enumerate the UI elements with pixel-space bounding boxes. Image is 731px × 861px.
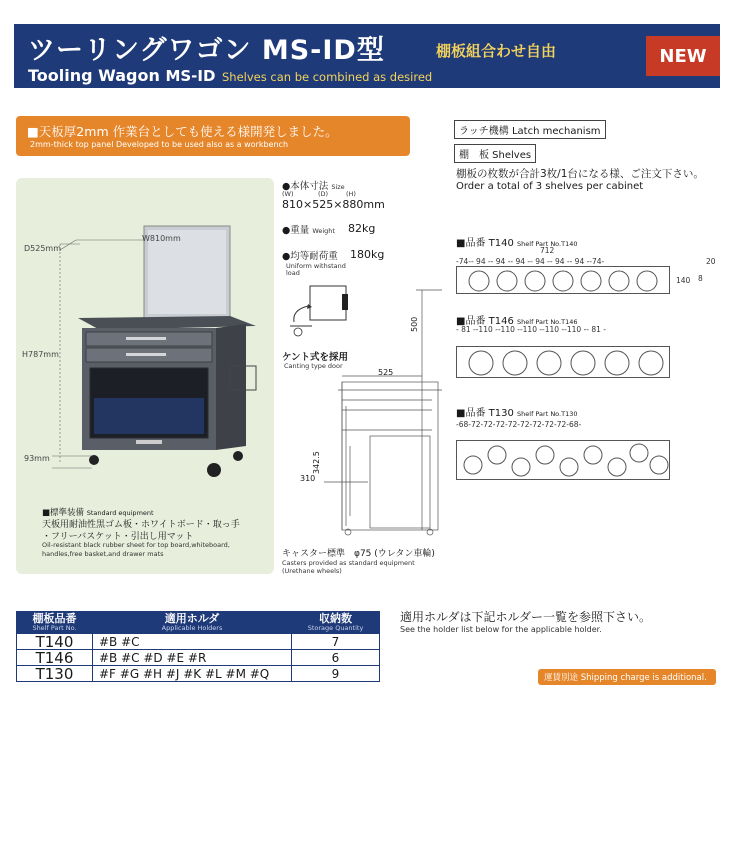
title-en-model: MS-ID — [165, 67, 216, 85]
order-note-jp: 棚板の枚数が合計3枚/1台になる様、ご注文下さい。 — [456, 168, 704, 180]
caster-label-en-line2: (Urethane wheels) — [282, 567, 342, 575]
shelf-t146-spacing: - 81 --110 --110 --110 --110 --110 -- 81 - — [456, 325, 607, 334]
th-holders-en: Applicable Holders — [161, 624, 223, 632]
shipping-badge: 運賃別途 Shipping charge is additional. — [538, 669, 716, 685]
shelf-t140-plate — [456, 266, 670, 294]
shelf-t146-code: ■品番 T146 — [456, 316, 514, 327]
order-note-en: Order a total of 3 shelves per cabinet — [456, 181, 644, 192]
title-en-main: Tooling Wagon — [28, 66, 166, 85]
shelves-label: 棚 板 Shelves — [454, 144, 536, 163]
cell-qty: 6 — [292, 650, 380, 666]
table-row — [17, 666, 380, 682]
new-badge: NEW — [646, 36, 720, 76]
base-dimension: 93mm — [24, 454, 50, 463]
cell-code: T146 — [17, 650, 93, 666]
equipment-en-line2: handles,free basket,and drawer mats — [42, 550, 164, 558]
drawing-dim-525: 525 — [378, 368, 394, 377]
load-en-line2: load — [286, 269, 300, 277]
shelf-t130-title — [456, 404, 578, 419]
size-d-label: (D) — [318, 190, 329, 198]
cell-qty: 7 — [292, 634, 380, 650]
banner-text-en: 2mm-thick top panel Developed to be used also as a workbench — [30, 140, 289, 149]
th-part-en: Shelf Part No. — [32, 624, 77, 632]
equipment-title-en: Standard equipment — [86, 509, 154, 517]
shelf-t130-plate — [456, 440, 670, 480]
drawing-dim-500: 500 — [410, 316, 419, 332]
shelf-t140-dim-8: 8 — [698, 274, 703, 283]
subtitle-jp: 棚板組合わせ自由 — [436, 42, 557, 60]
caster-label-en-line1: Casters provided as standard equipment — [282, 559, 415, 567]
shelf-t146-plate — [456, 346, 670, 378]
shelf-t140-holes — [457, 267, 671, 295]
weight-title — [282, 222, 335, 236]
latch-mechanism-label: ラッチ機構 Latch mechanism — [454, 120, 606, 139]
caster-label-jp: キャスター標準 φ75 (ウレタン車輪) — [282, 549, 435, 559]
height-dimension: H787mm — [22, 350, 59, 359]
equipment-en-line1: Oil-resistant black rubber sheet for top board,whiteboard, — [42, 541, 230, 549]
th-holders-jp: 適用ホルダ — [164, 612, 220, 625]
size-h-label: (H) — [346, 190, 356, 198]
holder-note-jp: 適用ホルダは下記ホルダー一覧を参照下さい。 — [400, 610, 652, 624]
cell-holders: #F #G #H #J #K #L #M #Q — [93, 666, 292, 682]
shelf-t146-holes — [457, 347, 671, 379]
page-title-jp: ツーリングワゴン MS-ID型 — [28, 35, 385, 66]
cell-code: T140 — [17, 634, 93, 650]
page-title-en — [28, 66, 215, 85]
load-value: 180kg — [350, 248, 385, 261]
side-elevation-drawing — [282, 286, 450, 546]
depth-dimension: D525mm — [24, 244, 62, 253]
size-w-label: (W) — [282, 190, 294, 198]
th-qty-jp: 収納数 — [319, 612, 352, 625]
shelf-t130-part: Shelf Part No.T130 — [517, 410, 578, 418]
shelf-t146-part: Shelf Part No.T146 — [517, 318, 578, 326]
shelf-t130-holes — [457, 441, 671, 481]
table-header-part — [17, 612, 93, 634]
width-dimension: W810mm — [142, 234, 181, 243]
banner-text-jp: ■天板厚2mm 作業台としても使える様開発しました。 — [27, 124, 338, 139]
equipment-jp-line1: 天板用耐油性黒ゴム板・ホワイトボード・取っ手 — [42, 520, 240, 530]
weight-value: 82kg — [348, 222, 376, 235]
size-title-jp: ●本体寸法 — [282, 181, 329, 192]
cell-holders: #B #C — [93, 634, 292, 650]
door-label-jp: ケント式を採用 — [282, 352, 349, 363]
load-title: ●均等耐荷重 — [282, 251, 338, 262]
cell-qty: 9 — [292, 666, 380, 682]
shelf-t130-spacing: -68-72-72-72-72-72-72-72-72-68- — [456, 420, 582, 429]
shelf-t140-code: ■品番 T140 — [456, 238, 514, 249]
drawing-dim-310: 310 — [300, 474, 316, 483]
weight-title-jp: ●重量 — [282, 225, 310, 236]
th-part-jp: 棚板品番 — [32, 612, 77, 625]
subtitle-en: Shelves can be combined as desired — [222, 70, 433, 84]
shelf-t140-total: 712 — [540, 246, 555, 255]
table-header-qty — [292, 612, 380, 634]
drawing-dim-342: 342.5 — [312, 451, 321, 474]
table-row — [17, 634, 380, 650]
shelf-spec-table — [16, 611, 380, 682]
door-label-en: Canting type door — [284, 362, 343, 370]
shelf-t140-height: 140 — [676, 276, 691, 285]
shelf-t140-part: Shelf Part No.T140 — [517, 240, 578, 248]
cell-code: T130 — [17, 666, 93, 682]
size-value: 810×525×880mm — [282, 198, 385, 211]
equipment-title-jp: ■標準装備 — [42, 508, 85, 518]
shelf-t140-spacing: -74-- 94 -- 94 -- 94 -- 94 -- 94 -- 94 --74- — [456, 257, 605, 266]
equipment-jp-line2: ・フリーバスケット・引出し用マット — [42, 532, 194, 542]
cell-holders: #B #C #D #E #R — [93, 650, 292, 666]
holder-note-en: See the holder list below for the applicable holder. — [400, 625, 602, 634]
shelf-t130-code: ■品番 T130 — [456, 408, 514, 419]
table-row — [17, 650, 380, 666]
weight-title-en: Weight — [312, 227, 335, 235]
table-header-holders — [93, 612, 292, 634]
load-en-line1: Uniform withstand — [286, 262, 346, 270]
shelf-t140-dim-20: 20 — [706, 257, 716, 266]
th-qty-en: Storage Quantity — [307, 624, 364, 632]
shelf-t140-title — [456, 234, 578, 249]
size-title-en: Size — [331, 183, 345, 191]
